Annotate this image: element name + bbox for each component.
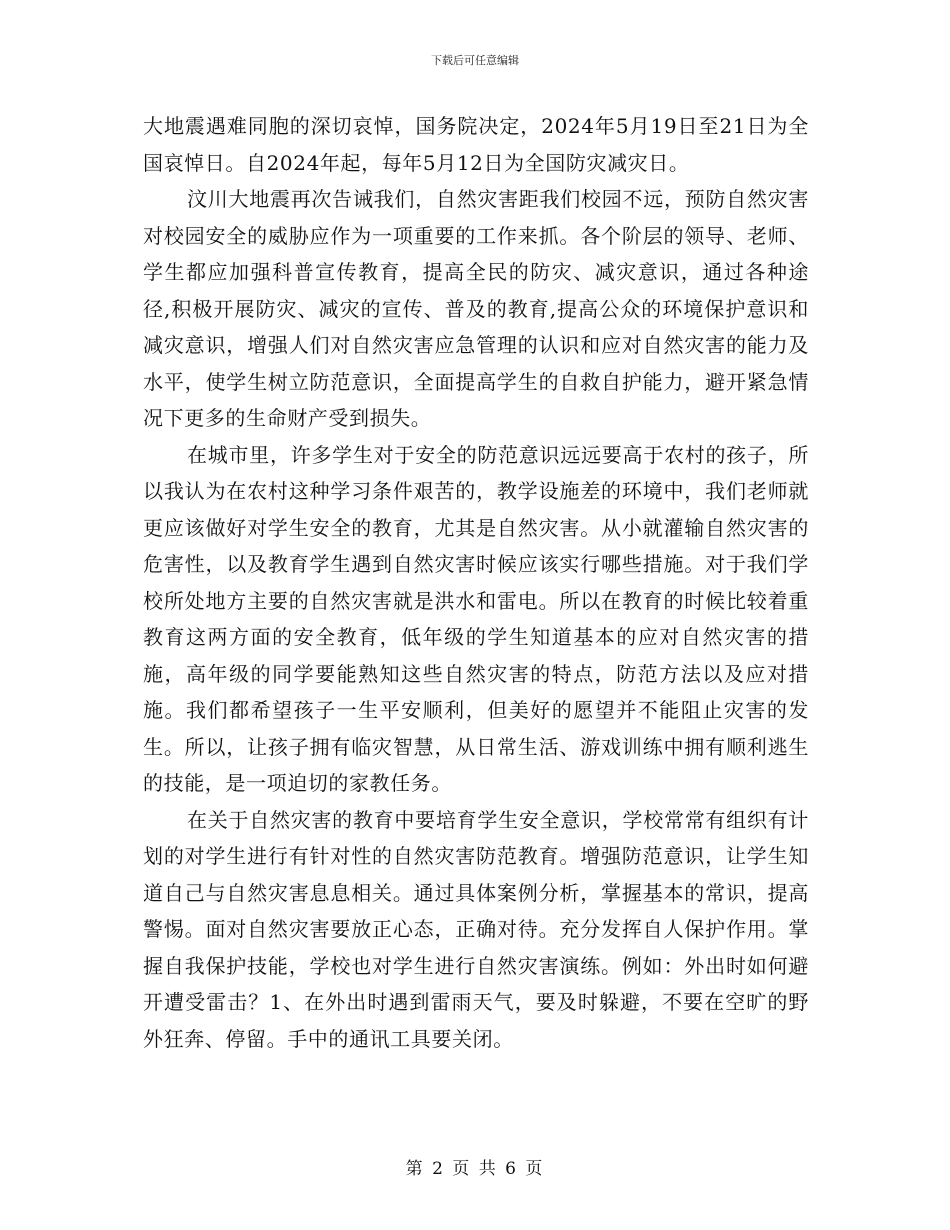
page-header: 下载后可任意编辑 — [431, 54, 519, 67]
document-body — [143, 108, 809, 1057]
paragraph-1: 大地震遇难同胞的深切哀悼，国务院决定，2024年5月19日至21日为全国哀悼日。自2024年起，每年5月12日为全国防灾减灾日。 — [143, 114, 809, 175]
paragraph-3: 在城市里，许多学生对于安全的防范意识远远要高于农村的孩子，所以我认为在农村这种学习条件艰苦的，教学设施差的环境中，我们老师就更应该做好对学生安全的教育，尤其是自然灾害。从小就灌输自然灾害的危害性，以及教育学生遇到自然灾害时候应该实行哪些措施。对于我们学校所处地方主要的自然灾害就是洪水和雷电。所以在教育的时候比较着重教育这两方面的安全教育，低年级的学生知道基本的应对自然灾害的措施，高年级的同学要能熟知这些自然灾害的特点，防范方法以及应对措施。我们都希望孩子一生平安顺利，但美好的愿望并不能阻止灾害的发生。所以，让孩子拥有临灾智慧，从日常生活、游戏训练中拥有顺利逃生的技能，是一项迫切的家教任务。 — [143, 442, 809, 795]
page-number-footer: 第 2 页 共 6 页 — [405, 1159, 545, 1179]
paragraph-4: 在关于自然灾害的教育中要培育学生安全意识，学校常常有组织有计划的对学生进行有针对性的自然灾害防范教育。增强防范意识，让学生知道自己与自然灾害息息相关。通过具体案例分析，掌握基本的常识，提高警惕。面对自然灾害要放正心态，正确对待。充分发挥自人保护作用。掌握自我保护技能，学校也对学生进行自然灾害演练。例如：外出时如何避开遭受雷击？1、在外出时遇到雷雨天气，要及时躲避，不要在空旷的野外狂奔、停留。手中的通讯工具要关闭。 — [143, 807, 809, 1051]
paragraph-2: 汶川大地震再次告诫我们，自然灾害距我们校园不远，预防自然灾害对校园安全的威胁应作为一项重要的工作来抓。各个阶层的领导、老师、学生都应加强科普宣传教育，提高全民的防灾、减灾意识，通过各种途径,积极开展防灾、减灾的宣传、普及的教育,提高公众的环境保护意识和减灾意识，增强人们对自然灾害应急管理的认识和应对自然灾害的能力及水平，使学生树立防范意识，全面提高学生的自救自护能力，避开紧急情况下更多的生命财产受到损失。 — [143, 187, 809, 430]
